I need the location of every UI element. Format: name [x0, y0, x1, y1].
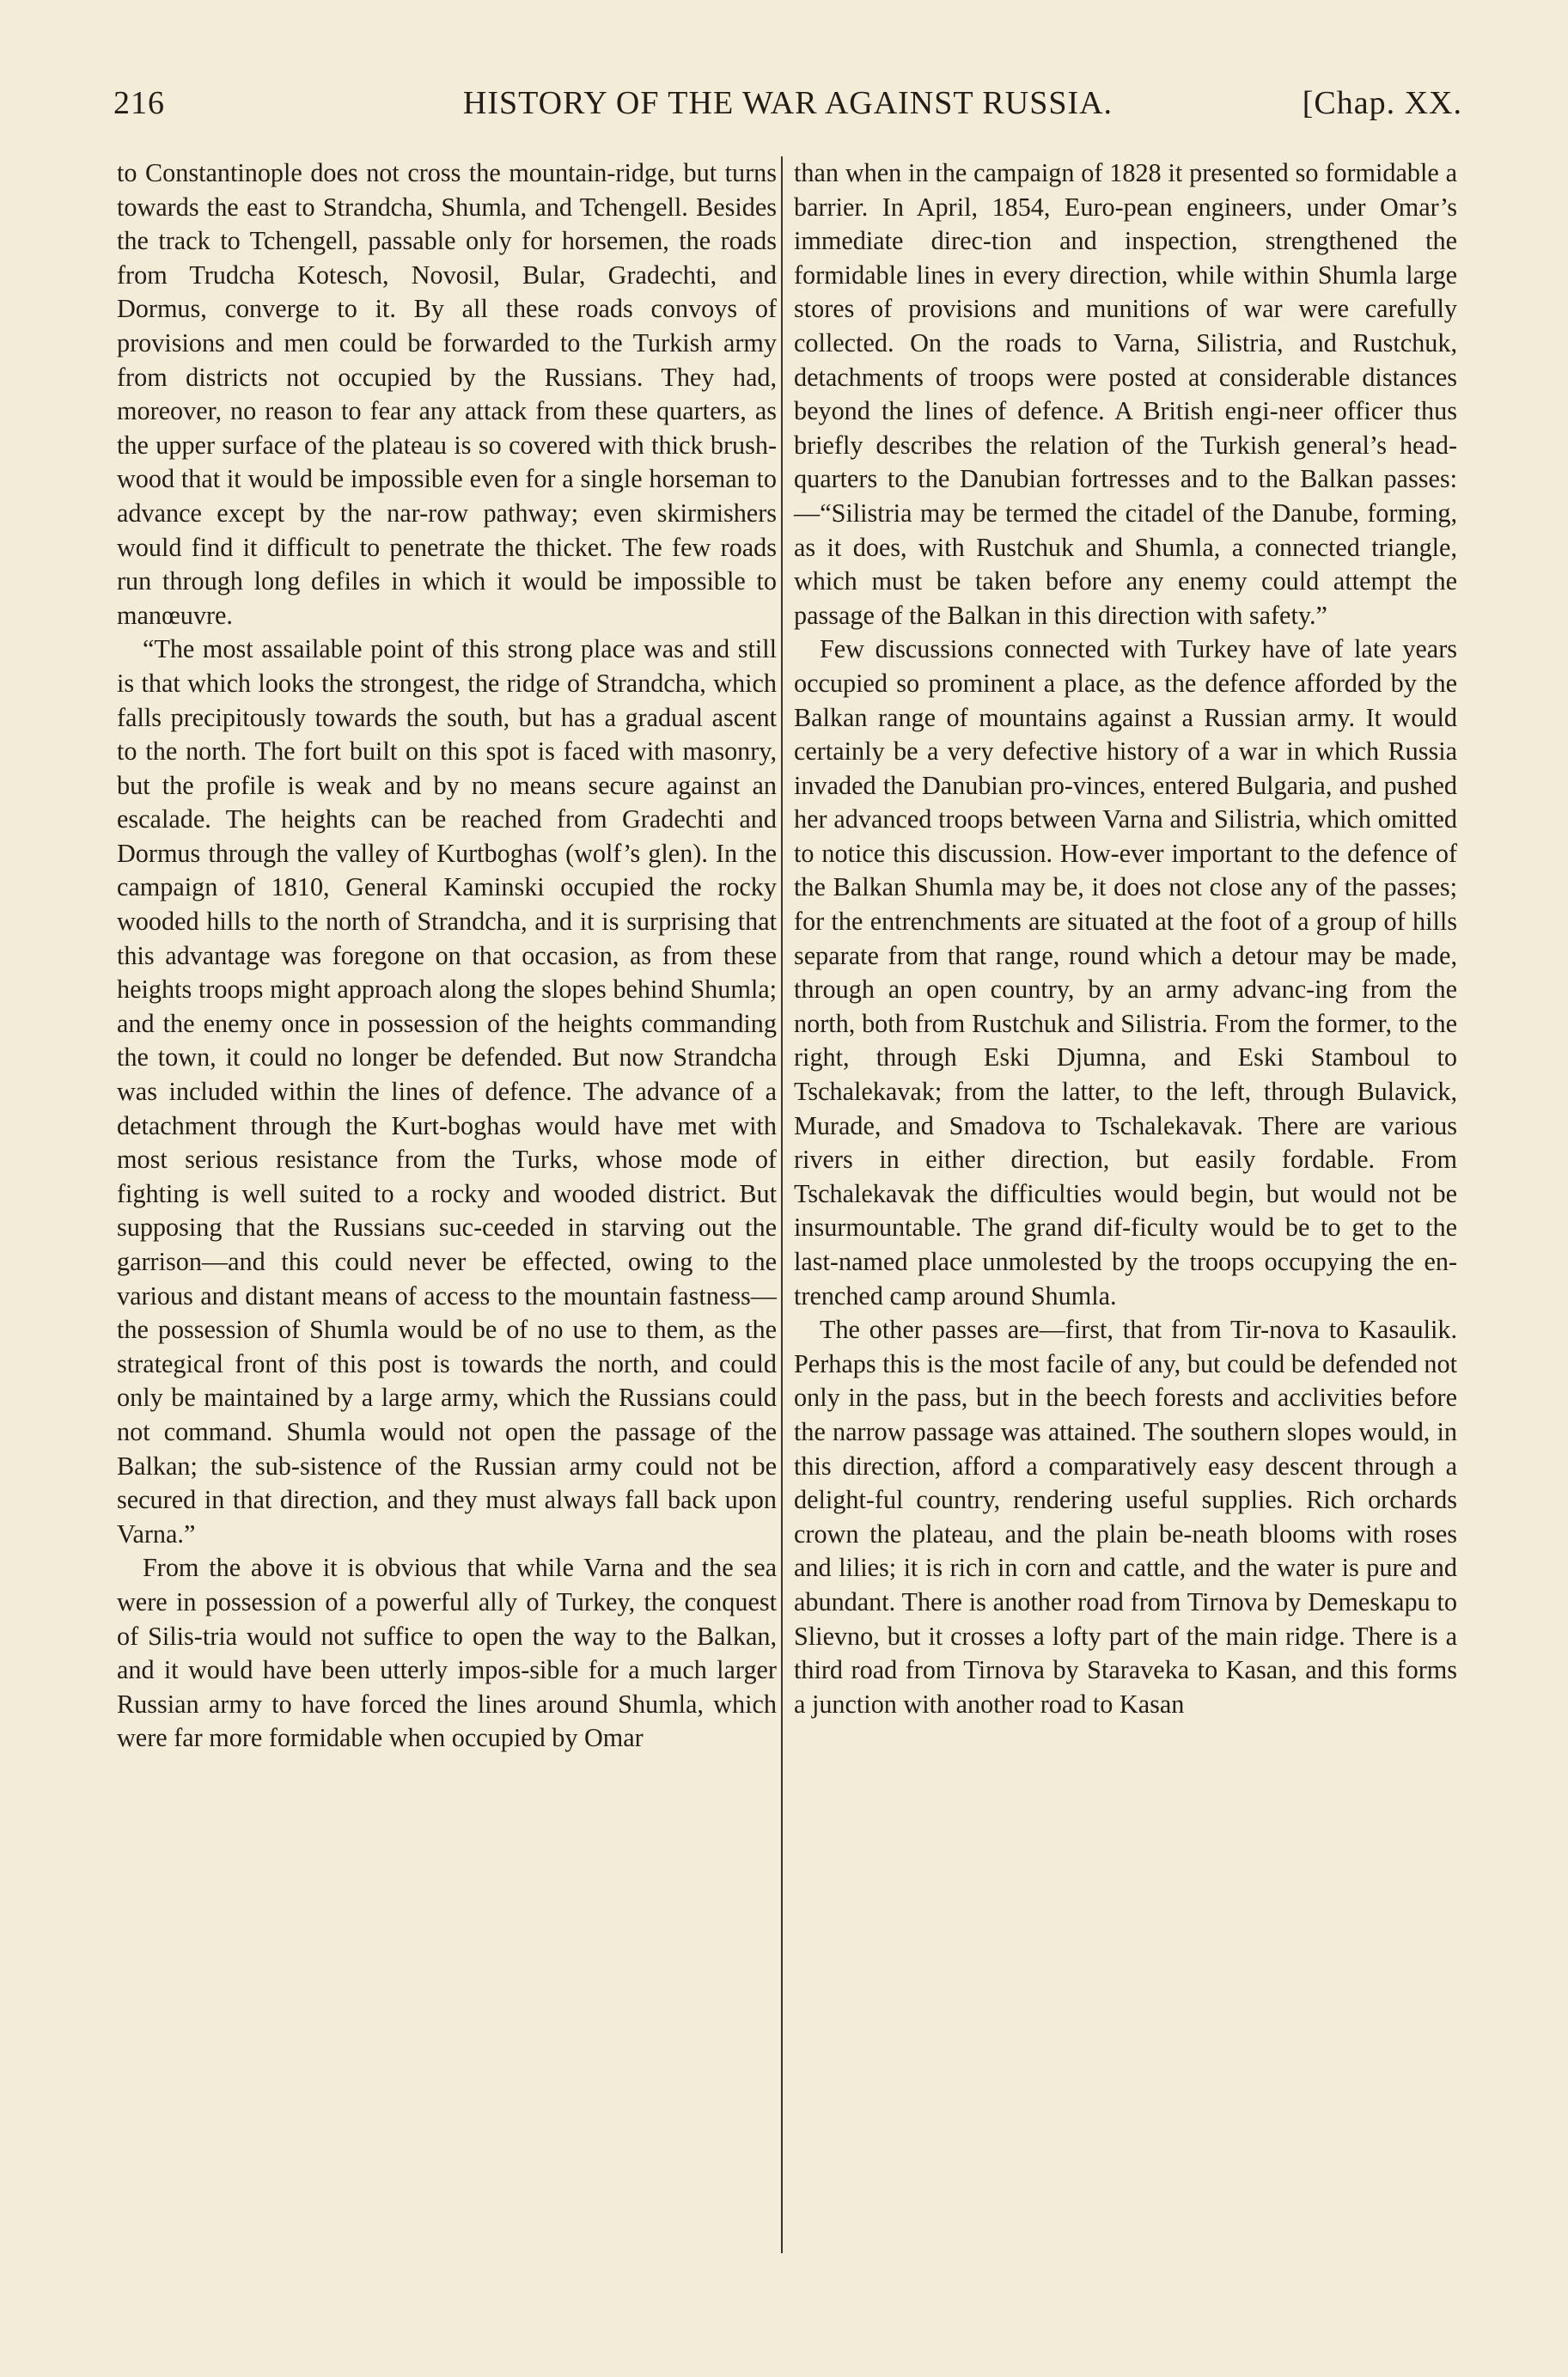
running-title: HISTORY OF THE WAR AGAINST RUSSIA. [462, 85, 1113, 121]
running-header [113, 84, 1462, 127]
chapter-label: [Chap. XX. [1302, 85, 1462, 121]
right-paragraph-2: Few discussions connected with Turkey have of late years occupied so prominent a place, as the defence afforded by the Balkan range of mountains against a Russian army. It would certainly be a very defective history of a war in which Russia invaded the Danubian pro-vinces, entered Bulgaria, and pushed her advanced troops between Varna and Silistria, which omitted to notice this discussion. How-ever important to the defence of the Balkan Shumla may be, it does not close any of the passes; for the entrenchments are situated at the foot of a group of hills separate from that range, round which a detour may be made, through an open country, by an army advanc-ing from the north, both from Rustchuk and Silistria. From the former, to the right, through Eski Djumna, and Eski Stamboul to Tschalekavak; from the latter, to the left, through Bulavick, Murade, and Smadova to Tschalekavak. There are various rivers in either direction, but easily fordable. From Tschalekavak the difficulties would begin, but would not be insurmountable. The grand dif-ficulty would be to get to the last-named place unmolested by the troops occupying the en-trenched camp around Shumla. [794, 634, 1457, 1311]
column-divider [781, 156, 783, 2253]
left-paragraph-1: to Constantinople does not cross the mountain-ridge, but turns towards the east to Strandcha, Shumla, and Tchengell. Besides the track to Tchengell, passable only for horsemen, the roads from Trudcha Kotesch, Novosil, Bular, Gradechti, and Dormus, converge to it. By all these roads convoys of provisions and men could be forwarded to the Turkish army from districts not occupied by the Russians. They had, moreover, no reason to fear any attack from these quarters, as the upper surface of the plateau is so covered with thick brush-wood that it would be impossible even for a single horseman to advance except by the nar-row pathway; even skirmishers would find it difficult to penetrate the thicket. The few roads run through long defiles in which it would be impossible to manœuvre. [117, 158, 777, 630]
page-number: 216 [113, 85, 165, 121]
right-paragraph-1: than when in the campaign of 1828 it presented so formidable a barrier. In April, 1854, Euro-pean engineers, under Omar’s immediate direc-tion and inspection, strengthened the formidable lines in every direction, while within Shumla large stores of provisions and munitions of war were carefully collected. On the roads to Varna, Silistria, and Rustchuk, detachments of troops were posted at considerable distances beyond the lines of defence. A British engi-neer officer thus briefly describes the relation of the Turkish general’s head-quarters to the Danubian fortresses and to the Balkan passes:—“Silistria may be termed the citadel of the Danube, forming, as it does, with Rustchuk and Shumla, a connected triangle, which must be taken before any enemy could attempt the passage of the Balkan in this direction with safety.” [794, 158, 1457, 630]
left-column [117, 156, 777, 1756]
right-column [794, 156, 1457, 1721]
left-paragraph-2: “The most assailable point of this strong place was and still is that which looks the strongest, the ridge of Strandcha, which falls precipitously towards the south, but has a gradual ascent to the north. The fort built on this spot is faced with masonry, but the profile is weak and by no means secure against an escalade. The heights can be reached from Gradechti and Dormus through the valley of Kurtboghas (wolf’s glen). In the campaign of 1810, General Kaminski occupied the rocky wooded hills to the north of Strandcha, and it is surprising that this advantage was foregone on that occasion, as from these heights troops might approach along the slopes behind Shumla; and the enemy once in possession of the heights commanding the town, it could no longer be defended. But now Strandcha was included within the lines of defence. The advance of a detachment through the Kurt-boghas would have met with most serious resistance from the Turks, whose mode of fighting is well suited to a rocky and wooded district. But supposing that the Russians suc-ceeded in starving out the garrison—and this could never be effected, owing to the various and distant means of access to the mountain fastness—the possession of Shumla would be of no use to them, as the strategical front of this post is towards the north, and could only be maintained by a large army, which the Russians could not command. Shumla would not open the passage of the Balkan; the sub-sistence of the Russian army could not be secured in that direction, and they must always fall back upon Varna.” [117, 634, 777, 1549]
left-paragraph-3: From the above it is obvious that while Varna and the sea were in possession of a powerful ally of Turkey, the conquest of Silis-tria would not suffice to open the way to the Balkan, and it would have been utterly impos-sible for a much larger Russian army to have forced the lines around Shumla, which were far more formidable when occupied by Omar [117, 1553, 777, 1753]
right-paragraph-3: The other passes are—first, that from Tir-nova to Kasaulik. Perhaps this is the most facile of any, but could be defended not only in the pass, but in the beech forests and acclivities before the narrow passage was attained. The southern slopes would, in this direction, afford a comparatively easy descent through a delight-ful country, rendering useful supplies. Rich orchards crown the plateau, and the plain be-neath blooms with roses and lilies; it is rich in corn and cattle, and the water is pure and abundant. There is another road from Tirnova by Demeskapu to Slievno, but it crosses a lofty part of the main ridge. There is a third road from Tirnova by Staraveka to Kasan, and this forms a junction with another road to Kasan [794, 1315, 1457, 1719]
